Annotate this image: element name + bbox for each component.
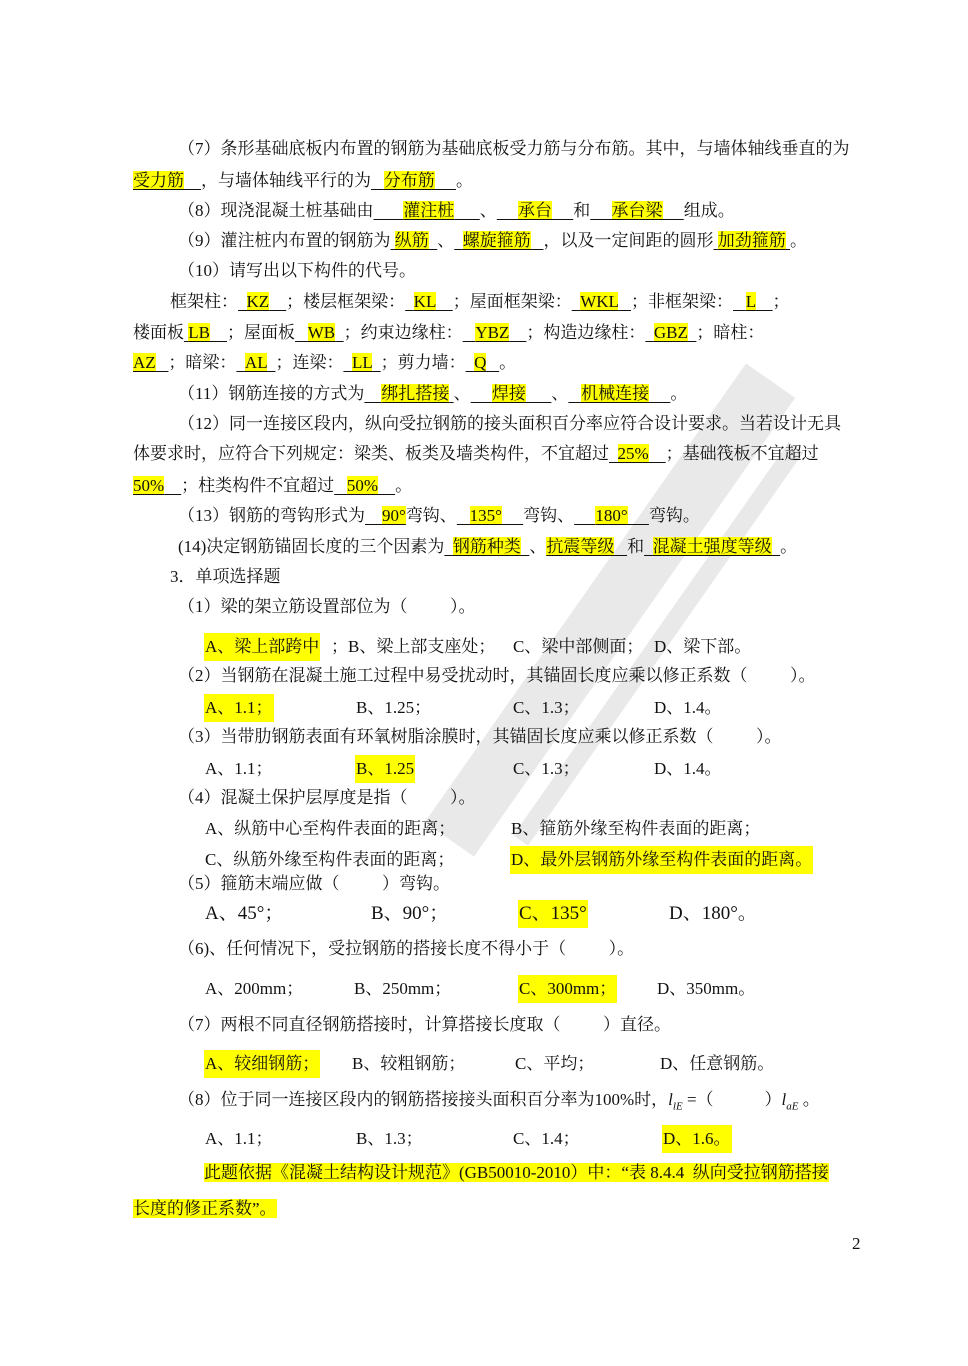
answer-blank — [663, 201, 684, 220]
choice-option: A、200mm； — [205, 979, 304, 998]
answer-blank — [649, 444, 666, 463]
choice-option: B、250mm； — [354, 979, 452, 998]
answer-blank — [335, 323, 344, 342]
choice-option: C、纵筋外缘至构件表面的距离； — [205, 850, 455, 869]
choice-option: D、任意钢筋。 — [660, 1054, 775, 1073]
text-segment: 3．单项选择题 — [170, 567, 281, 586]
answer-text: 50% — [133, 476, 165, 495]
answer-blank — [568, 384, 581, 403]
text-segment: 和 — [573, 201, 591, 220]
choice-option: B、1.3； — [356, 1129, 423, 1148]
choice-option: D、1.4。 — [654, 759, 722, 778]
text-segment: 、 — [529, 537, 547, 556]
text-segment: 楼面板 — [133, 323, 184, 342]
text-segment: ；基础筏板不宜超过 — [665, 444, 819, 463]
text-line — [178, 258, 416, 284]
text-segment: 、 — [479, 201, 497, 220]
text-segment: 。 — [798, 1090, 820, 1109]
answer-text: 长度的修正系数”。 — [133, 1199, 277, 1218]
answer-blank — [552, 201, 573, 220]
answer-blank — [463, 323, 476, 342]
answer-text: 混凝土强度等级 — [652, 537, 772, 556]
answer-option: A、梁上部跨中 — [204, 633, 320, 661]
choice-option: A、1.1； — [205, 1129, 273, 1148]
answer-blank — [364, 384, 381, 403]
text-segment: ；暗梁： — [168, 353, 237, 372]
text-line — [178, 594, 476, 620]
text-line — [133, 441, 819, 467]
answer-blank — [466, 353, 475, 372]
text-line — [133, 350, 516, 376]
answer-text: 此题依据《混凝土结构设计规范》(GB50010-2010）中：“表 8.4.4 纵向受拉钢筋搭接 — [204, 1163, 829, 1182]
answer-blank — [372, 353, 381, 372]
text-segment: （5）箍筋末端应做（ ）弯钩。 — [178, 874, 450, 893]
choice-option: C、梁中部侧面； — [513, 637, 644, 656]
text-line — [178, 1012, 671, 1038]
answer-text: 受力筋 — [133, 171, 184, 190]
answer-blank — [365, 506, 382, 525]
answer-text: 分布筋 — [383, 171, 435, 190]
answer-blank — [343, 353, 352, 372]
answer-blank — [444, 537, 453, 556]
answer-text: 钢筋种类 — [452, 537, 521, 556]
text-segment: （8）位于同一连接区段内的钢筋搭接接头面积百分率为100%时， — [178, 1090, 669, 1109]
text-segment: （9）灌注桩内布置的钢筋为 — [178, 231, 391, 250]
answer-option: C、300mm； — [518, 975, 617, 1003]
text-segment: ；屋面框架梁： — [452, 292, 572, 311]
answer-text: 50% — [346, 476, 379, 495]
answer-blank — [509, 323, 526, 342]
text-segment: aE — [786, 1100, 799, 1113]
answer-text: AL — [244, 353, 267, 372]
answer-blank — [436, 292, 453, 311]
text-segment: （8）现浇混凝土桩基础由 — [178, 201, 374, 220]
choice-option: C、1.3； — [513, 698, 580, 717]
answer-text: 加劲箍筋 — [717, 231, 786, 250]
text-line — [204, 1160, 829, 1186]
text-segment: 弯钩。 — [648, 506, 700, 525]
answer-text: WKL — [580, 292, 619, 311]
text-line — [133, 168, 473, 194]
answer-text: 180° — [595, 506, 628, 525]
answer-blank — [374, 201, 404, 220]
text-segment: （13）钢筋的弯钩形式为 — [178, 506, 365, 525]
text-segment: ；暗柱： — [696, 323, 765, 342]
text-line — [133, 320, 764, 346]
text-line — [178, 663, 816, 689]
choice-option: C、1.3； — [513, 759, 580, 778]
answer-blank — [269, 292, 286, 311]
answer-option: A、1.1； — [204, 694, 274, 722]
answer-text: KZ — [246, 292, 270, 311]
choice-option: D、梁下部。 — [654, 637, 752, 656]
text-line — [178, 381, 687, 407]
text-segment: （7）条形基础底板内布置的钢筋为基础底板受力筋与分布筋。其中，与墙体轴线垂直的为 — [178, 139, 850, 158]
answer-blank — [486, 353, 499, 372]
answer-text: 纵筋 — [394, 231, 429, 250]
answer-text: 承台 — [518, 201, 552, 220]
text-segment: 、 — [437, 231, 455, 250]
answer-blank — [471, 384, 492, 403]
text-segment: ；剪力墙： — [380, 353, 466, 372]
answer-blank — [334, 476, 347, 495]
text-segment: （2）当钢筋在混凝土施工过程中易受扰动时，其锚固长度应乘以修正系数（ ）。 — [178, 666, 816, 685]
answer-blank — [435, 171, 456, 190]
answer-blank — [772, 537, 781, 556]
answer-blank — [371, 171, 384, 190]
choice-option: A、1.1； — [205, 759, 273, 778]
answer-text: 机械连接 — [581, 384, 650, 403]
answer-option: D、最外层钢筋外缘至构件表面的距离。 — [510, 846, 813, 874]
answer-blank — [210, 323, 227, 342]
answer-blank — [618, 292, 631, 311]
answer-text: 绑扎搭接 — [381, 384, 450, 403]
answer-text: LB — [188, 323, 210, 342]
answer-blank — [531, 231, 544, 250]
choice-option: D、1.4。 — [654, 698, 722, 717]
text-line — [178, 136, 850, 162]
choice-option: B、1.25； — [356, 698, 432, 717]
answer-blank — [644, 537, 653, 556]
text-line — [178, 228, 807, 254]
text-line — [178, 198, 735, 224]
choice-option: A、纵筋中心至构件表面的距离； — [205, 819, 456, 838]
answer-text: 灌注桩 — [403, 201, 455, 220]
answer-option: B、1.25 — [355, 755, 415, 783]
answer-blank — [574, 506, 595, 525]
text-segment: （4）混凝土保护层厚度是指（ ）。 — [178, 788, 476, 807]
text-segment: ；连梁： — [275, 353, 344, 372]
answer-text: 焊接 — [491, 384, 526, 403]
answer-blank — [164, 476, 181, 495]
answer-blank — [614, 537, 627, 556]
choice-option: B、90°； — [371, 903, 449, 924]
answer-blank — [502, 506, 523, 525]
text-segment: （11）钢筋连接的方式为 — [178, 384, 365, 403]
text-segment: lE — [672, 1100, 683, 1113]
answer-blank — [236, 353, 245, 372]
text-segment: 。 — [499, 353, 517, 372]
answer-blank — [733, 292, 746, 311]
answer-blank — [572, 292, 581, 311]
text-segment: ，与墙体轴线平行的为 — [201, 171, 371, 190]
answer-blank — [645, 323, 654, 342]
text-segment: （10）请写出以下构件的代号。 — [178, 261, 416, 280]
text-segment: 和 — [627, 537, 645, 556]
answer-blank — [378, 476, 395, 495]
answer-blank — [454, 201, 480, 220]
text-segment: ；楼层框架梁： — [286, 292, 406, 311]
text-segment: 。 — [780, 537, 798, 556]
text-segment: ；构造边缘柱： — [526, 323, 646, 342]
choice-option: B、箍筋外缘至构件表面的距离； — [511, 819, 761, 838]
answer-blank — [405, 292, 414, 311]
choice-option: D、350mm。 — [657, 979, 756, 998]
answer-blank — [156, 353, 169, 372]
answer-blank — [184, 171, 201, 190]
text-segment: ；非框架梁： — [631, 292, 734, 311]
answer-blank — [649, 384, 670, 403]
answer-text: AZ — [133, 353, 156, 372]
text-segment: （3）当带肋钢筋表面有环氧树脂涂膜时，其锚固长度应乘以修正系数（ ）。 — [178, 727, 782, 746]
answer-text: Q — [474, 353, 487, 372]
text-segment: 组成。 — [683, 201, 735, 220]
text-segment: 。 — [790, 231, 807, 250]
choice-option: C、1.4； — [513, 1129, 580, 1148]
answer-blank — [238, 292, 247, 311]
text-line — [178, 1087, 820, 1119]
text-segment: ； — [772, 292, 790, 311]
text-segment: 。 — [670, 384, 688, 403]
text-segment: l — [668, 1090, 673, 1109]
answer-blank — [497, 201, 518, 220]
answer-blank — [628, 506, 649, 525]
text-segment: 体要求时，应符合下列规定：梁类、板类及墙类构件，不宜超过 — [133, 444, 609, 463]
answer-blank — [454, 231, 463, 250]
answer-blank — [609, 444, 618, 463]
answer-text: WB — [307, 323, 336, 342]
text-line — [178, 534, 797, 560]
text-segment: 、 — [453, 384, 471, 403]
text-segment: l — [781, 1090, 787, 1109]
answer-blank — [457, 506, 470, 525]
text-segment: 弯钩、 — [405, 506, 457, 525]
choice-option: B、较粗钢筋； — [352, 1054, 466, 1073]
choice-option: A、45°； — [205, 903, 284, 924]
text-line — [170, 564, 281, 590]
text-segment: ，以及一定间距的圆形 — [543, 231, 714, 250]
answer-text: 螺旋箍筋 — [462, 231, 531, 250]
text-segment: （12）同一连接区段内，纵向受拉钢筋的接头面积百分率应符合设计要求。当若设计无具 — [178, 414, 841, 433]
text-segment: =（ ） — [682, 1090, 782, 1109]
text-line — [178, 724, 782, 750]
text-segment: (14)决定钢筋锚固长度的三个因素为 — [178, 537, 445, 556]
choice-option: ；B、梁上部支座处； — [331, 637, 496, 656]
text-line — [178, 503, 700, 529]
text-segment: （7）两根不同直径钢筋搭接时，计算搭接长度取（ ）直径。 — [178, 1015, 671, 1034]
text-segment: 。 — [395, 476, 413, 495]
answer-option: A、较细钢筋； — [204, 1050, 320, 1078]
answer-blank — [590, 201, 611, 220]
choice-option: C、平均； — [515, 1054, 595, 1073]
text-line — [170, 289, 790, 315]
answer-text: KL — [413, 292, 436, 311]
text-segment: ；约束边缘柱： — [343, 323, 463, 342]
text-line — [133, 473, 412, 499]
answer-text: YBZ — [475, 323, 510, 342]
page-number: 2 — [852, 1234, 861, 1253]
answer-blank — [526, 384, 552, 403]
answer-text: 抗震等级 — [546, 537, 615, 556]
answer-text: 25% — [617, 444, 649, 463]
text-segment: ；柱类构件不宜超过 — [181, 476, 335, 495]
answer-option: C、135° — [518, 900, 588, 928]
text-segment: 框架柱： — [170, 292, 238, 311]
answer-text: 90° — [382, 506, 406, 525]
text-line — [178, 785, 476, 811]
choice-option: D、180°。 — [669, 903, 757, 924]
answer-option: D、1.6。 — [662, 1125, 732, 1153]
text-segment: 弯钩、 — [523, 506, 575, 525]
answer-text: GBZ — [653, 323, 688, 342]
text-segment: 。 — [456, 171, 473, 190]
text-line — [133, 1196, 277, 1222]
answer-text: 135° — [469, 506, 502, 525]
answer-text: L — [745, 292, 756, 311]
text-line — [178, 871, 450, 897]
text-segment: （1）梁的架立筋设置部位为（ ）。 — [178, 597, 476, 616]
text-segment: 、 — [551, 384, 569, 403]
text-line — [178, 411, 841, 437]
text-segment: ；屋面板 — [226, 323, 295, 342]
answer-blank — [295, 323, 308, 342]
answer-text: LL — [351, 353, 373, 372]
answer-text: 承台梁 — [611, 201, 663, 220]
text-line — [178, 936, 634, 962]
answer-blank — [429, 231, 438, 250]
answer-blank — [756, 292, 773, 311]
text-segment: （6)、任何情况下，受拉钢筋的搭接长度不得小于（ ）。 — [178, 939, 635, 958]
